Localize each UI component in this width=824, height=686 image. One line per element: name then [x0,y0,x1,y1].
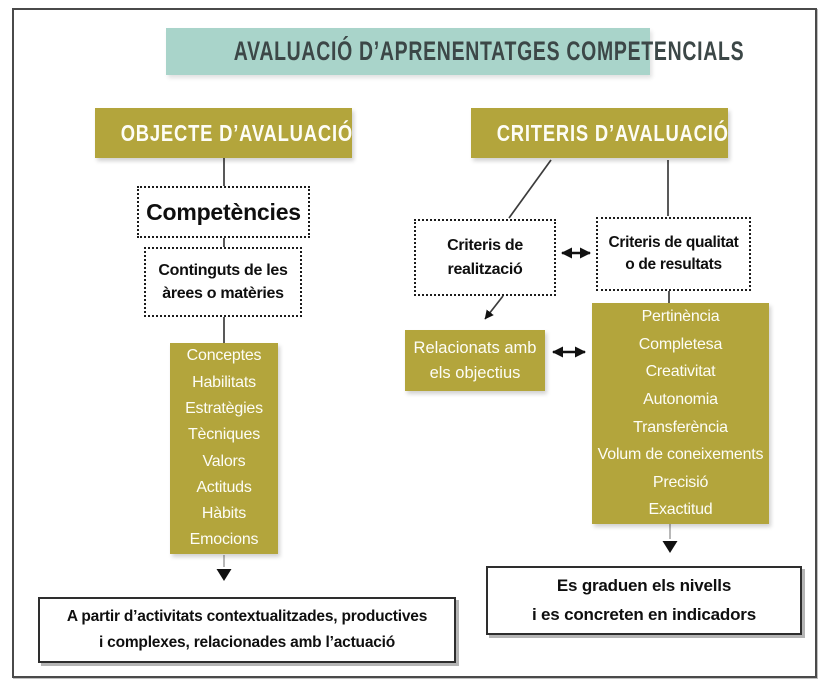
left-list-item: Estratègies [185,399,263,417]
right-list-item: Autonomia [643,390,718,408]
realitzacio-line2: realització [447,260,523,278]
right-footer-box [486,566,802,635]
relacionats-box [405,330,545,391]
right-list-item: Pertinència [641,308,720,326]
left-list-item: Tècniques [187,426,261,444]
right-list-item: Transferència [633,418,728,436]
left-header-objecte [95,108,352,158]
left-list-item: Conceptes [186,347,262,365]
qualitat-line2: o de resultats [625,256,722,273]
left-header-label: OBJECTE D’AVALUACIÓ [120,119,353,146]
left-list-box [170,343,278,554]
right-footer-line1: Es graduen els nivells [556,576,732,596]
continguts-line2: àrees o matèries [162,285,284,302]
realitzacio-box [414,219,556,296]
right-list-item: Completesa [638,335,723,353]
qualitat-line1: Criteris de qualitat [608,233,739,251]
left-list-item: Hàbits [201,505,247,523]
right-list-item: Exactitud [648,501,713,519]
relacionats-line1: Relacionats amb [413,338,537,357]
competencies-box [137,186,310,238]
right-list-item: Creativitat [645,363,716,381]
qualitat-box [596,217,751,291]
right-list-item: Volum de coneixements [597,446,764,464]
right-header-label: CRITERIS D’AVALUACIÓ [496,119,729,146]
continguts-box [144,247,302,317]
left-list-item: Emocions [189,531,259,549]
competencies-label: Competències [146,198,301,225]
right-list-box [592,303,769,524]
relacionats-line2: els objectius [429,363,521,382]
left-footer-line1: A partir d’activitats contextualitzades, productives [66,608,428,626]
left-list-item: Actituds [196,478,252,496]
continguts-line1: Continguts de les [158,261,288,279]
title-banner [166,28,745,75]
left-list-item: Habilitats [192,373,256,391]
left-footer-line2: i complexes, relacionades amb l’actuació [98,634,396,651]
page-title: AVALUACIÓ D’APRENENTATGES COMPETENCIALS [233,36,745,66]
realitzacio-line1: Criteris de [447,237,523,255]
right-header-criteris [471,108,728,158]
left-footer-box [38,597,456,663]
right-footer-line2: i es concreten en indicadors [532,604,756,624]
left-list-item: Valors [202,452,246,470]
right-list-item: Precisió [652,473,709,491]
